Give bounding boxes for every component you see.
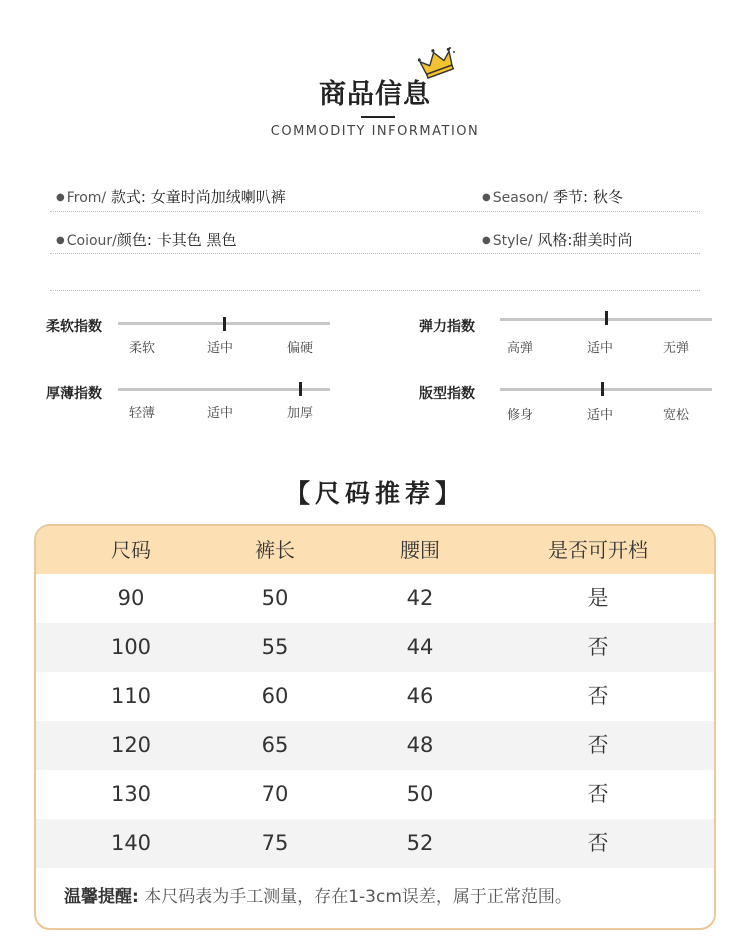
- cell-length: 50: [261, 586, 289, 610]
- bullet-icon: ●: [482, 192, 491, 203]
- fit-track: [500, 388, 712, 391]
- cell-size: 130: [110, 782, 152, 806]
- cell-size: 110: [110, 684, 152, 708]
- bullet-icon: ●: [482, 235, 491, 246]
- cell-waist: 44: [406, 635, 434, 659]
- fit-label: 版型指数: [419, 386, 475, 402]
- info-season-en: Season/: [492, 190, 549, 206]
- elasticity-label: 弹力指数: [419, 319, 475, 335]
- cell-waist: 50: [406, 782, 434, 806]
- header-size: 尺码: [111, 538, 151, 562]
- thickness-marker: [299, 382, 302, 396]
- dotted-divider: [50, 290, 700, 291]
- elasticity-tick: 高弹: [506, 341, 534, 356]
- elasticity-tick: 无弹: [662, 341, 690, 356]
- cell-size: 90: [117, 586, 145, 610]
- softness-tick: 偏硬: [286, 341, 314, 356]
- size-note: [64, 882, 572, 907]
- dotted-divider: [50, 211, 700, 212]
- table-row: [36, 770, 714, 819]
- info-colour: [56, 229, 237, 250]
- crown-icon: [418, 44, 456, 80]
- cell-open-crotch: 否: [587, 733, 609, 757]
- note-text: 本尺码表为手工测量，存在1-3cm误差，属于正常范围。: [144, 887, 572, 907]
- thickness-tick: 适中: [206, 406, 234, 421]
- info-style2-en: Style/: [492, 233, 533, 249]
- bullet-icon: ●: [56, 192, 65, 203]
- cell-open-crotch: 否: [587, 831, 609, 855]
- info-colour-key: 颜色:: [116, 231, 152, 249]
- thickness-label: 厚薄指数: [46, 386, 102, 402]
- cell-length: 55: [261, 635, 289, 659]
- cell-length: 65: [261, 733, 289, 757]
- fit-tick: 修身: [506, 408, 534, 423]
- softness-tick: 适中: [206, 341, 234, 356]
- fit-tick: 宽松: [662, 408, 690, 423]
- thickness-tick: 加厚: [286, 406, 314, 421]
- cell-length: 60: [261, 684, 289, 708]
- info-season-value: 秋冬: [592, 188, 623, 206]
- info-colour-en: Coiour/: [66, 233, 117, 249]
- info-season: [482, 186, 623, 207]
- info-style2-key: 风格:: [537, 231, 573, 249]
- cell-waist: 42: [406, 586, 434, 610]
- softness-marker: [223, 317, 226, 331]
- page-title: 商品信息: [319, 79, 431, 110]
- table-row: [36, 574, 714, 623]
- table-row: [36, 672, 714, 721]
- title-divider: [361, 116, 395, 118]
- thickness-track: [118, 388, 330, 391]
- info-style-value: 女童时尚加绒喇叭裤: [150, 188, 286, 206]
- info-style: [56, 186, 286, 207]
- elasticity-tick: 适中: [586, 341, 614, 356]
- cell-size: 140: [110, 831, 152, 855]
- softness-tick: 柔软: [128, 341, 156, 356]
- cell-open-crotch: 否: [587, 635, 609, 659]
- cell-open-crotch: 是: [587, 586, 609, 610]
- elasticity-marker: [605, 311, 608, 325]
- table-row: [36, 819, 714, 868]
- info-colour-value: 卡其色 黑色: [156, 231, 237, 249]
- header-length: 裤长: [255, 538, 295, 562]
- fit-marker: [601, 382, 604, 396]
- softness-label: 柔软指数: [46, 319, 102, 335]
- table-header: [36, 526, 714, 574]
- table-row: [36, 623, 714, 672]
- header-waist: 腰围: [400, 538, 440, 562]
- cell-open-crotch: 否: [587, 782, 609, 806]
- table-row: [36, 721, 714, 770]
- info-style-en: From/: [66, 190, 107, 206]
- cell-length: 75: [261, 831, 289, 855]
- size-table: [34, 524, 716, 930]
- info-style-key: 款式:: [110, 188, 146, 206]
- note-label: 温馨提醒:: [64, 887, 139, 907]
- cell-length: 70: [261, 782, 289, 806]
- page-subtitle: COMMODITY INFORMATION: [270, 124, 480, 139]
- header-open-crotch: 是否可开档: [548, 538, 648, 562]
- cell-size: 100: [110, 635, 152, 659]
- size-section-title: 【尺码推荐】: [284, 479, 465, 508]
- thickness-tick: 轻薄: [128, 406, 156, 421]
- cell-waist: 48: [406, 733, 434, 757]
- info-style2-value: 甜美时尚: [572, 231, 633, 249]
- cell-waist: 46: [406, 684, 434, 708]
- fit-tick: 适中: [586, 408, 614, 423]
- cell-waist: 52: [406, 831, 434, 855]
- cell-open-crotch: 否: [587, 684, 609, 708]
- info-style2: [482, 229, 632, 250]
- bullet-icon: ●: [56, 235, 65, 246]
- info-season-key: 季节:: [553, 188, 589, 206]
- cell-size: 120: [110, 733, 152, 757]
- dotted-divider: [50, 253, 700, 254]
